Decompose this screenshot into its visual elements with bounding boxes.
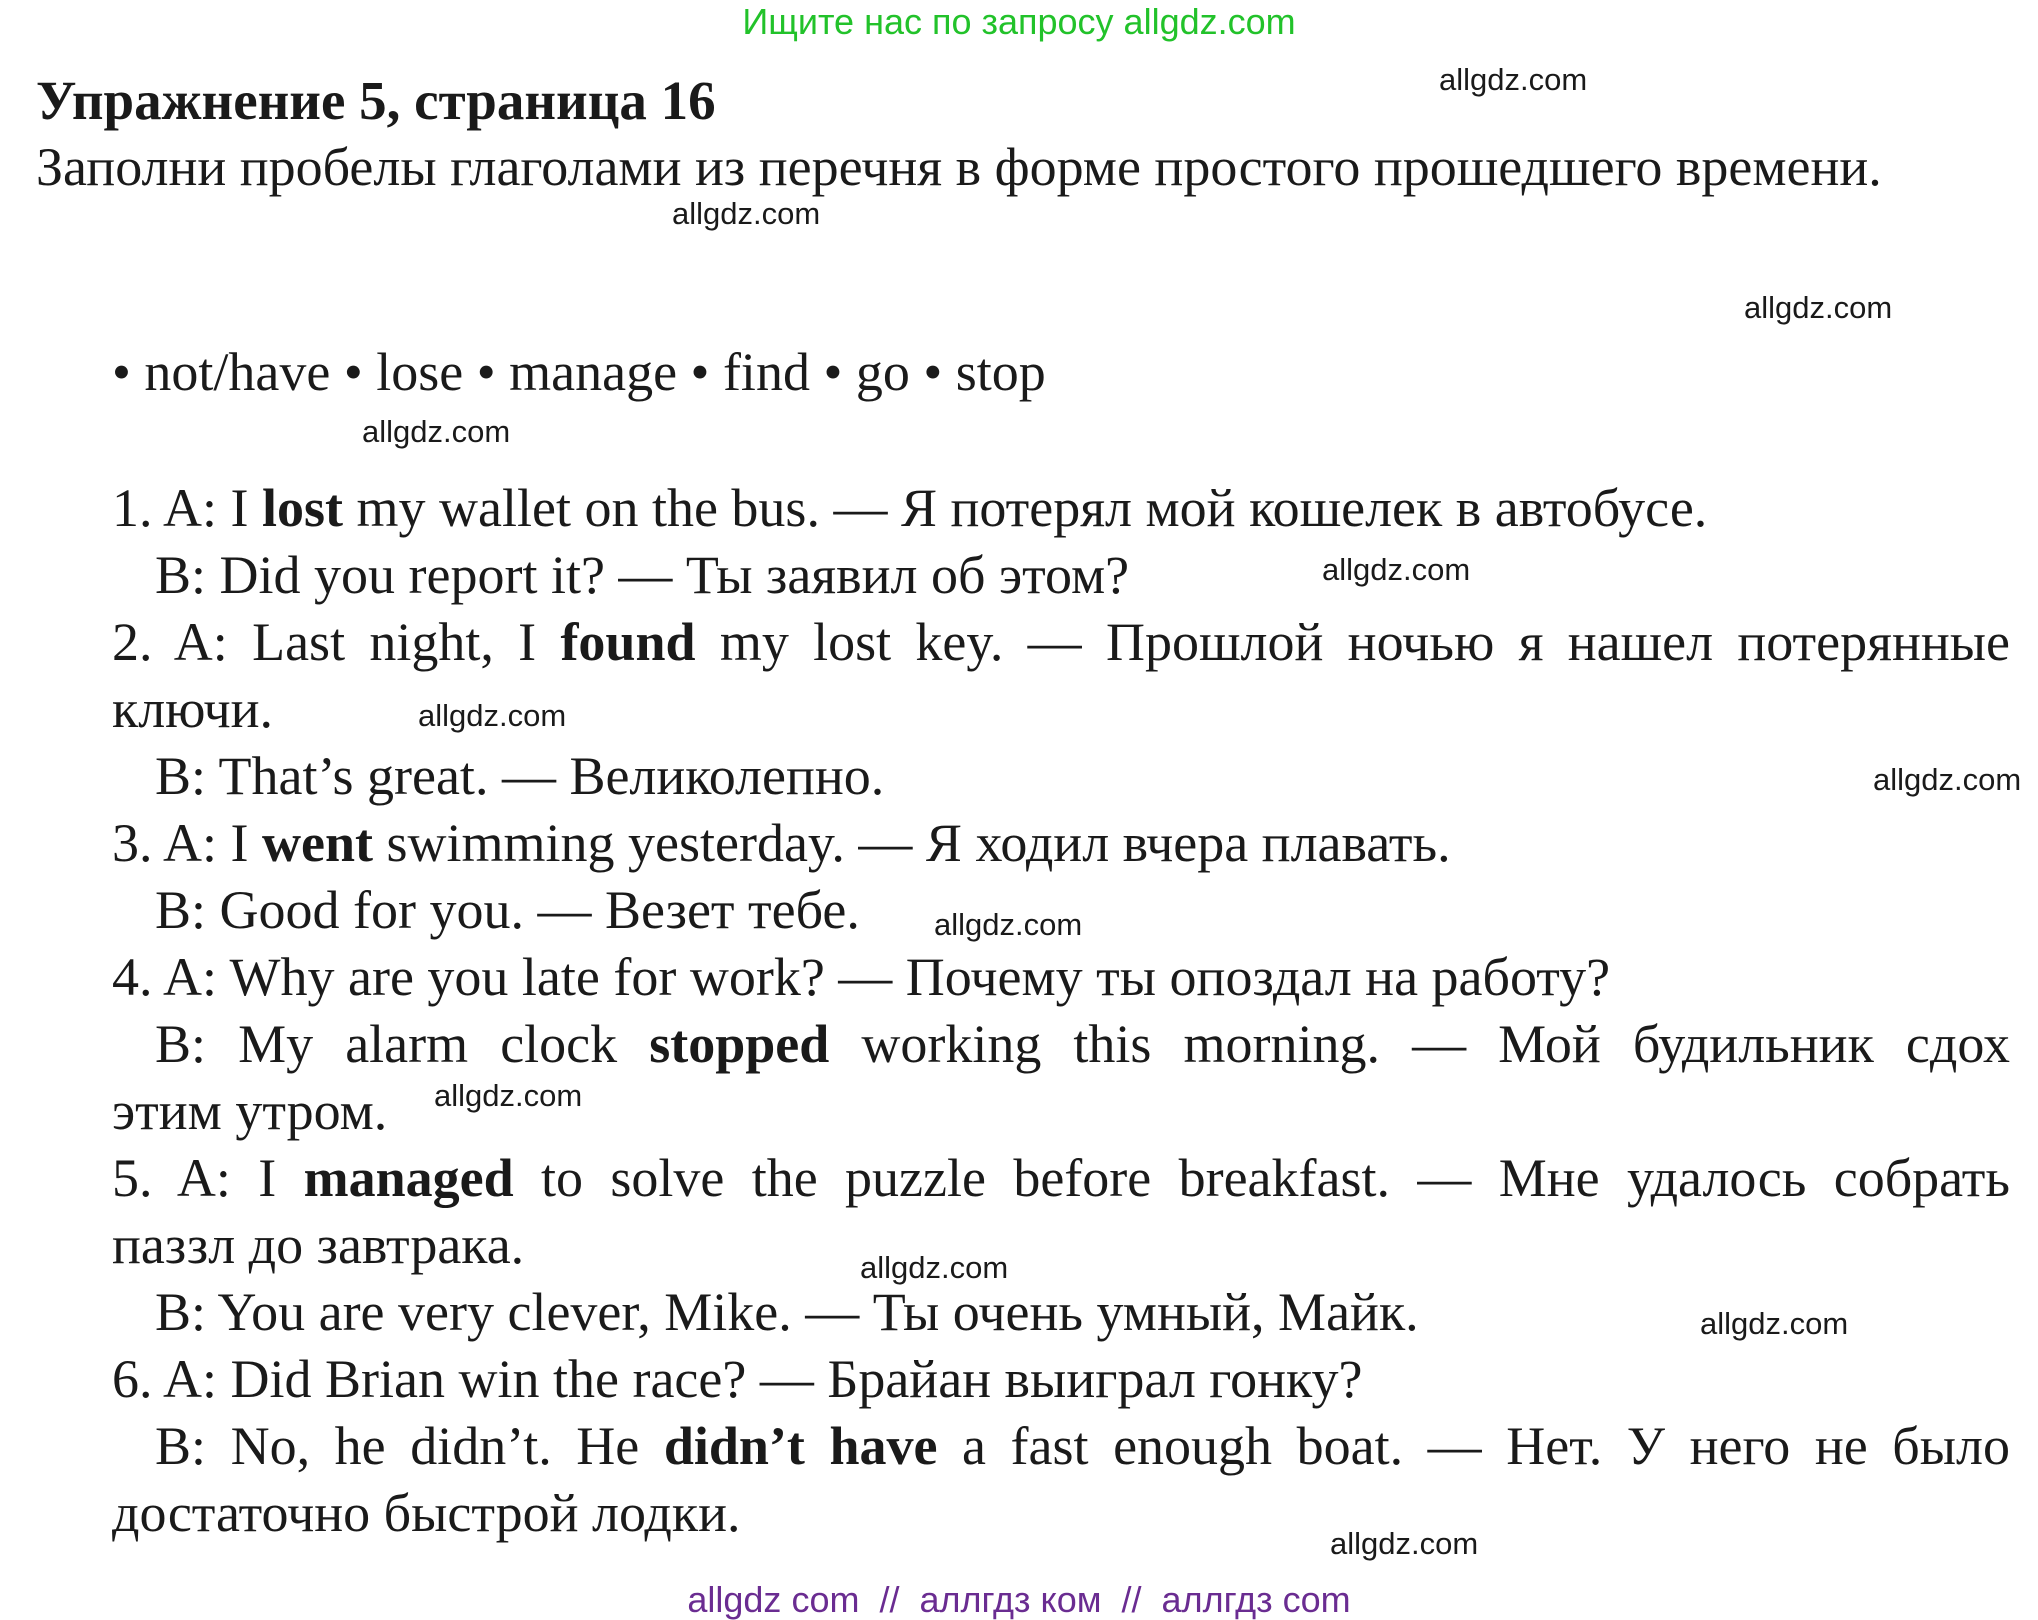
watermark: allgdz.com xyxy=(1322,552,1471,587)
watermark: allgdz.com xyxy=(860,1250,1009,1285)
item-1-b: B: Did you report it? — Ты заявил об этом? xyxy=(155,545,1130,605)
watermark: allgdz.com xyxy=(1873,762,2022,797)
item-3-b: B: Good for you. — Везет тебе. xyxy=(155,880,860,940)
footer-separator: // xyxy=(1121,1579,1142,1620)
footer-link-1[interactable]: allgdz com xyxy=(687,1579,860,1620)
answer-word: didn’t have xyxy=(663,1416,938,1476)
answer-word: went xyxy=(262,813,373,873)
footer-links xyxy=(0,1580,2038,1620)
item-6-b: B: No, he didn’t. He didn’t have a fast enough boat. — Нет. У него не было xyxy=(155,1416,2010,1476)
watermark: allgdz.com xyxy=(1700,1306,1849,1341)
word-list: • not/have • lose • manage • find • go • stop xyxy=(112,342,1046,402)
item-2-a: 2. A: Last night, I found my lost key. — Прошлой ночью я нашел потерянные xyxy=(112,612,2011,672)
item-5-a-cont: паззл до завтрака. xyxy=(112,1215,525,1275)
footer-link-2[interactable]: аллгдз ком xyxy=(919,1579,1102,1620)
answer-word: managed xyxy=(303,1148,514,1208)
page-title: Упражнение 5, страница 16 xyxy=(36,70,716,131)
watermark: allgdz.com xyxy=(362,414,511,449)
item-1-a: 1. A: I lost my wallet on the bus. — Я потерял мой кошелек в автобусе. xyxy=(112,478,1708,538)
item-5-a: 5. A: I managed to solve the puzzle before breakfast. — Мне удалось собрать xyxy=(112,1148,2010,1208)
watermark: allgdz.com xyxy=(418,698,567,733)
instruction-text: Заполни пробелы глаголами из перечня в форме простого прошедшего времени. xyxy=(36,137,1882,197)
watermark: allgdz.com xyxy=(434,1078,583,1113)
answer-word: lost xyxy=(262,478,344,538)
watermark: allgdz.com xyxy=(934,907,1083,942)
top-banner: Ищите нас по запросу allgdz.com xyxy=(742,1,1296,42)
footer-separator: // xyxy=(879,1579,900,1620)
item-4-b-cont: этим утром. xyxy=(112,1081,388,1141)
item-4-a: 4. A: Why are you late for work? — Почему ты опоздал на работу? xyxy=(112,947,1611,1007)
answer-word: found xyxy=(560,612,696,672)
item-2-a-cont: ключи. xyxy=(112,679,274,739)
watermark: allgdz.com xyxy=(1330,1526,1479,1561)
item-2-b: B: That’s great. — Великолепно. xyxy=(155,746,885,806)
item-6-a: 6. A: Did Brian win the race? — Брайан выиграл гонку? xyxy=(112,1349,1363,1409)
item-3-a: 3. A: I went swimming yesterday. — Я ходил вчера плавать. xyxy=(112,813,1451,873)
watermark: allgdz.com xyxy=(1439,62,1588,97)
item-4-b: B: My alarm clock stopped working this morning. — Мой будильник сдох xyxy=(155,1014,2010,1074)
item-5-b: B: You are very clever, Mike. — Ты очень умный, Майк. xyxy=(155,1282,1419,1342)
footer-link-3[interactable]: аллгдз com xyxy=(1161,1579,1351,1620)
item-6-b-cont: достаточно быстрой лодки. xyxy=(112,1483,741,1543)
watermark: allgdz.com xyxy=(1744,290,1893,325)
answer-word: stopped xyxy=(649,1014,830,1074)
watermark: allgdz.com xyxy=(672,196,821,231)
